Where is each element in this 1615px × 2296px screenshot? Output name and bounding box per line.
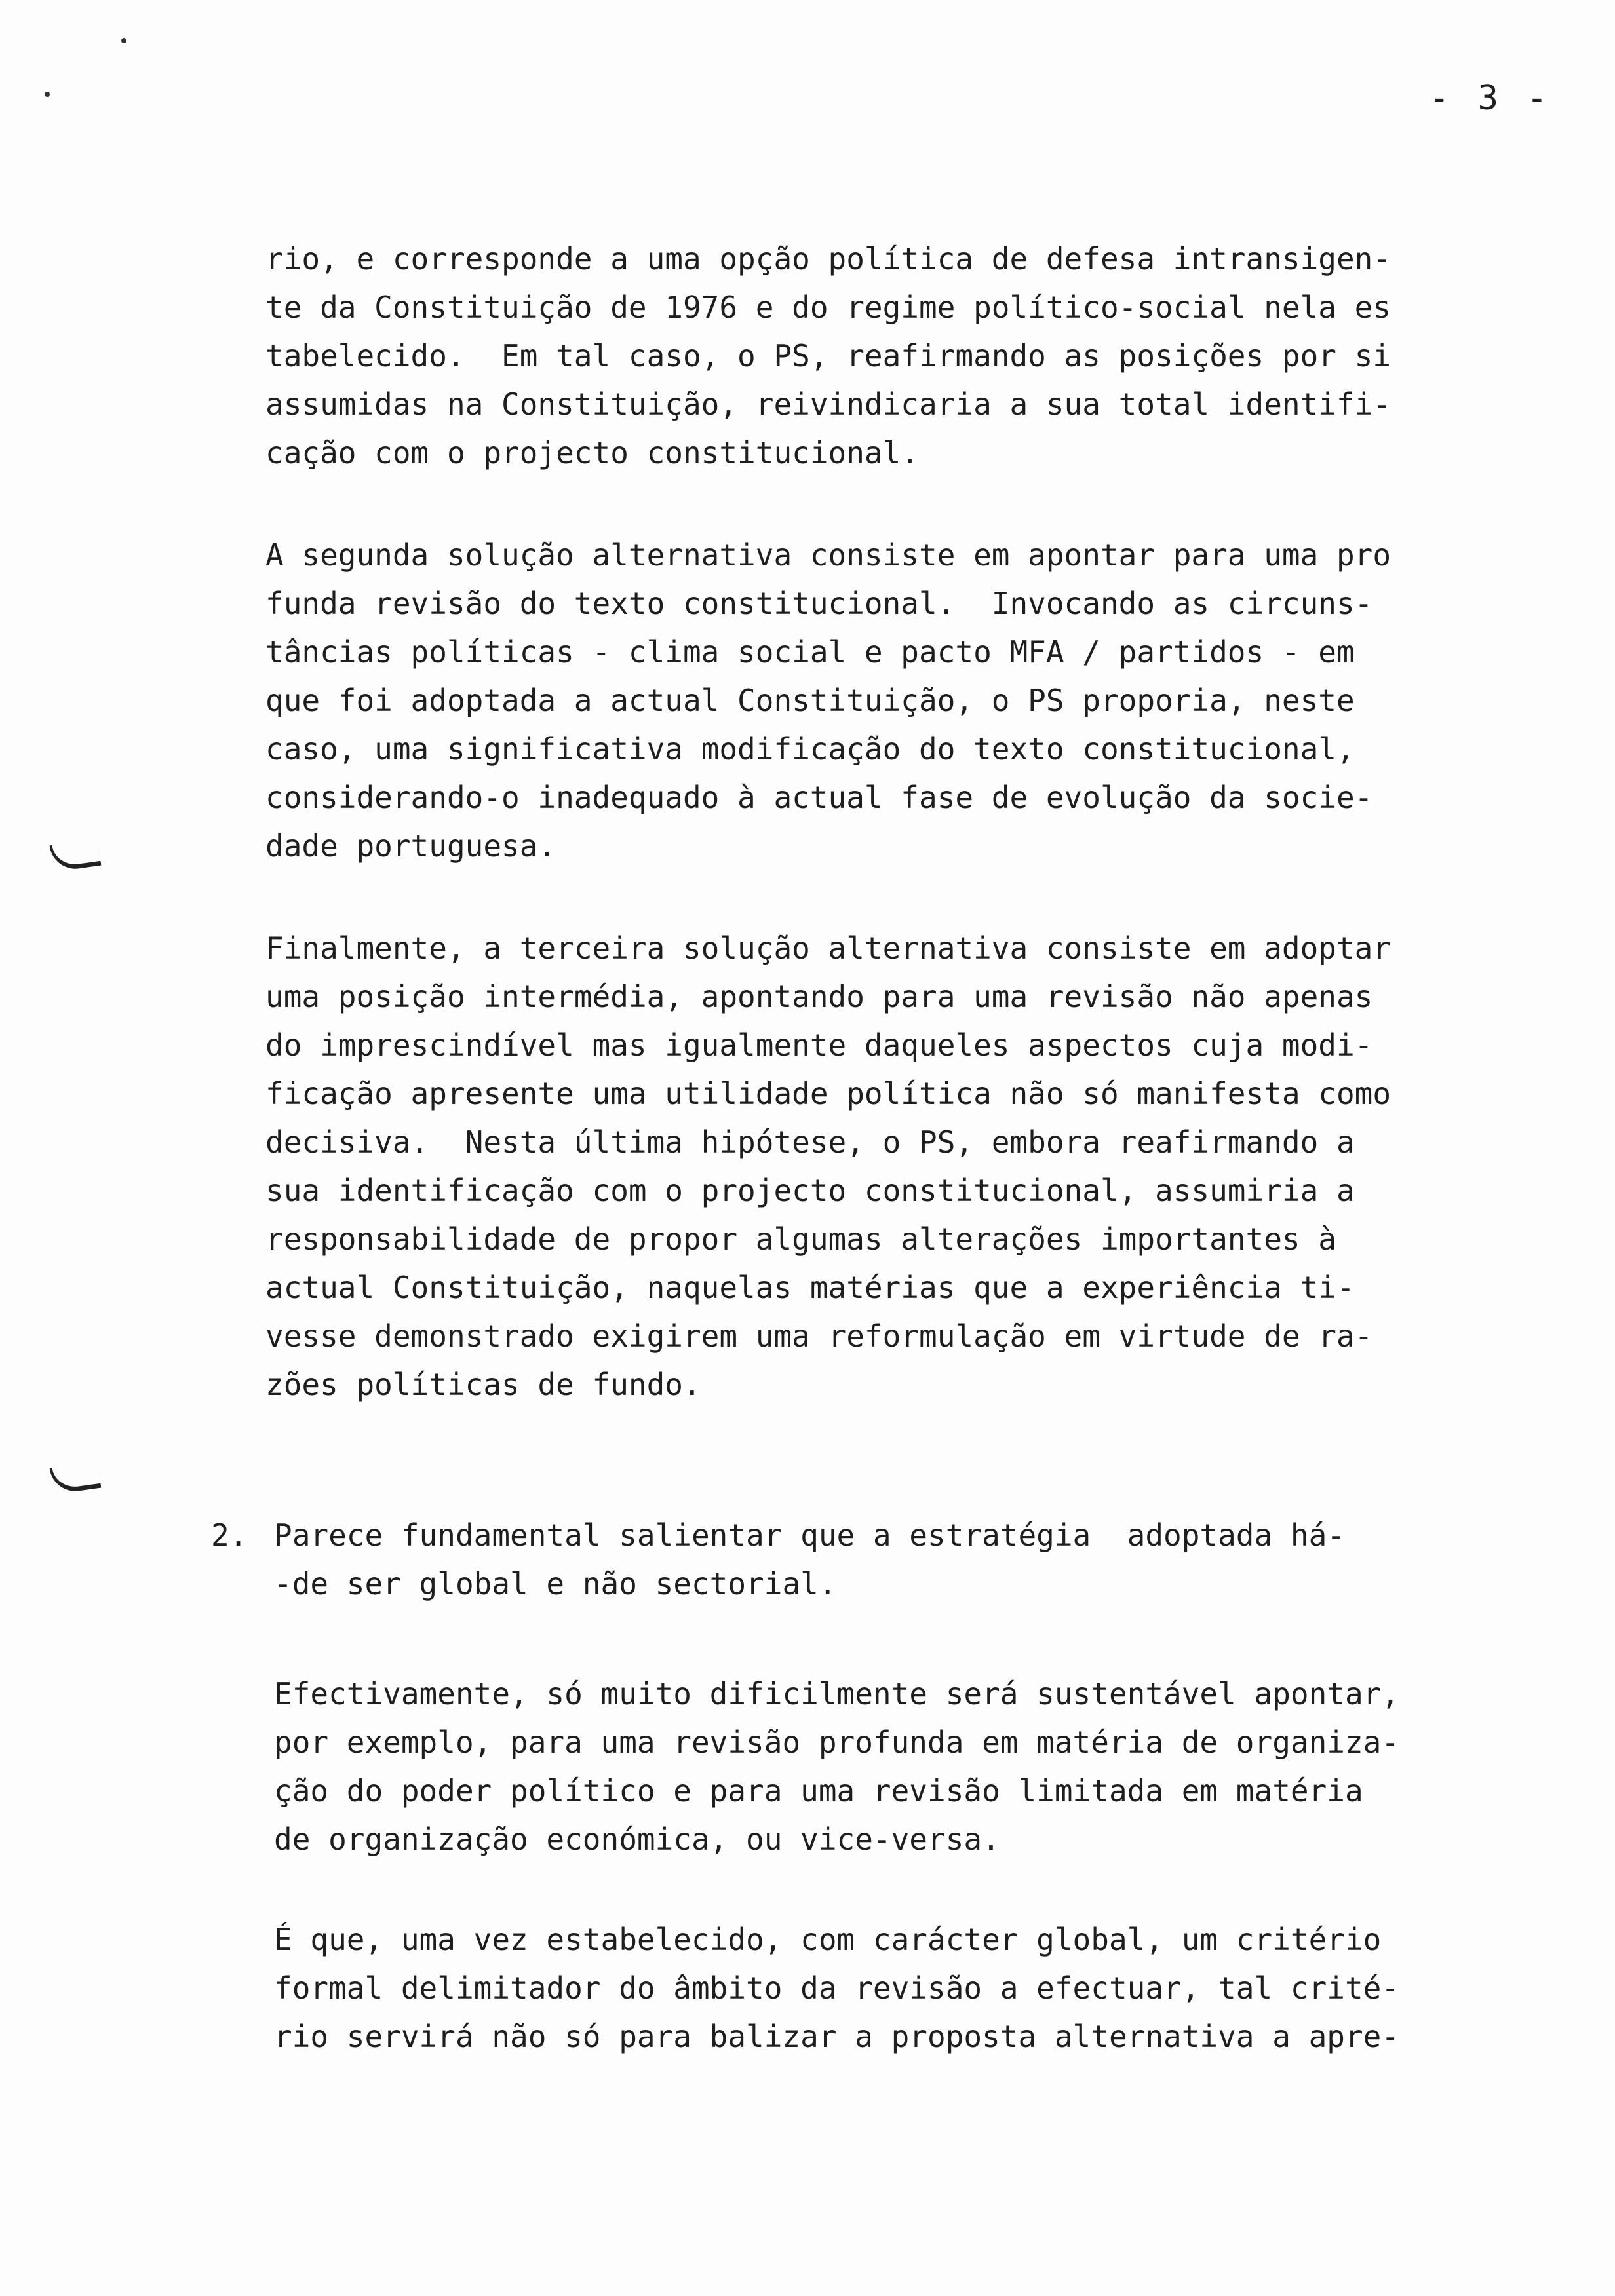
margin-check-mark	[50, 1461, 102, 1495]
text-line: rio servirá não só para balizar a proposta alternativa a apre-	[274, 2019, 1400, 2054]
text-line: tâncias políticas - clima social e pacto MFA / partidos - em	[265, 634, 1355, 670]
text-line: A segunda solução alternativa consiste em apontar para uma pro	[265, 537, 1391, 573]
text-line: por exemplo, para uma revisão profunda em matéria de organiza-	[274, 1725, 1400, 1760]
text-line: decisiva. Nesta última hipótese, o PS, embora reafirmando a	[265, 1124, 1355, 1160]
text-line: caso, uma significativa modificação do texto constitucional,	[265, 731, 1355, 767]
text-line: do imprescindível mas igualmente daqueles aspectos cuja modi-	[265, 1027, 1373, 1063]
stray-mark	[121, 38, 126, 43]
text-line: considerando-o inadequado à actual fase de evolução da socie-	[265, 780, 1373, 815]
stray-mark	[45, 92, 50, 97]
text-line: formal delimitador do âmbito da revisão a efectuar, tal crité-	[274, 1970, 1400, 2006]
text-line: uma posição intermédia, apontando para uma revisão não apenas	[265, 979, 1373, 1014]
text-line: ficação apresente uma utilidade política não só manifesta como	[265, 1076, 1391, 1111]
text-line: zões políticas de fundo.	[265, 1367, 701, 1402]
text-line: funda revisão do texto constitucional. Invocando as circuns-	[265, 586, 1373, 621]
text-line: rio, e corresponde a uma opção política de defesa intransigen-	[265, 241, 1391, 277]
margin-check-mark	[50, 839, 102, 872]
paragraph	[265, 924, 1530, 1409]
text-line: de organização económica, ou vice-versa.	[274, 1822, 1000, 1857]
text-line: responsabilidade de propor algumas alterações importantes à	[265, 1221, 1336, 1257]
numbered-item-text	[274, 1511, 1539, 1608]
text-line: Parece fundamental salientar que a estratégia adoptada há-	[274, 1518, 1345, 1553]
text-line: sua identificação com o projecto constitucional, assumiria a	[265, 1173, 1355, 1208]
text-line: dade portuguesa.	[265, 828, 556, 864]
text-line: actual Constituição, naquelas matérias que a experiência ti-	[265, 1270, 1355, 1305]
text-line: Efectivamente, só muito dificilmente será sustentável apontar,	[274, 1676, 1400, 1712]
text-line: cação com o projecto constitucional.	[265, 435, 919, 470]
paragraph	[265, 531, 1530, 870]
text-line: Finalmente, a terceira solução alternativa consiste em adoptar	[265, 930, 1391, 966]
text-line: É que, uma vez estabelecido, com carácter global, um critério	[274, 1922, 1382, 1957]
paragraph	[274, 1915, 1539, 2061]
text-line: que foi adoptada a actual Constituição, o PS proporia, neste	[265, 683, 1355, 718]
page-number: - 3 -	[1429, 79, 1551, 118]
list-item-number: 2.	[211, 1518, 248, 1553]
text-line: -de ser global e não sectorial.	[274, 1566, 837, 1601]
text-line: tabelecido. Em tal caso, o PS, reafirmando as posições por si	[265, 338, 1391, 373]
paragraph	[265, 235, 1530, 477]
text-line: assumidas na Constituição, reivindicaria a sua total identifi-	[265, 387, 1391, 422]
text-line: te da Constituição de 1976 e do regime político-social nela es	[265, 290, 1391, 325]
paragraph	[274, 1670, 1539, 1864]
text-line: vesse demonstrado exigirem uma reformulação em virtude de ra-	[265, 1318, 1373, 1354]
text-line: ção do poder político e para uma revisão limitada em matéria	[274, 1773, 1363, 1808]
